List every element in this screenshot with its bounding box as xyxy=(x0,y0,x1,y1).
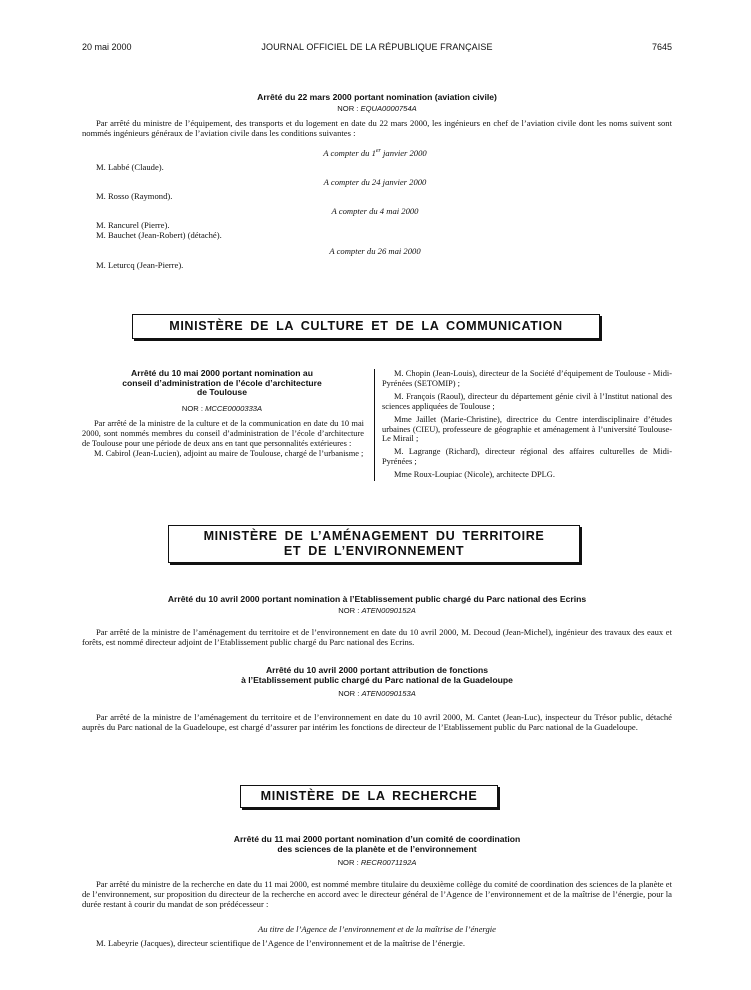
paragraph-comite xyxy=(82,879,672,909)
member-item: M. Lagrange (Richard), directeur régional des affaires culturelles de Midi-Pyrénées ; xyxy=(382,447,672,467)
ministry-title-line-1: MINISTÈRE DE L’AMÉNAGEMENT DU TERRITOIRE xyxy=(203,529,545,543)
member-item: M. Chopin (Jean-Louis), directeur de la Société d’équipement de Toulouse - Midi-Pyrénées (SETOMIP) ; xyxy=(382,369,672,388)
paragraph-text: Par arrêté du ministre de l’équipement, des transports et du logement en date du 22 mars 2000, les ingénieurs en chef de l’aviation civile dont les noms suivent sont nommés ingénieurs généraux de l’aviation civile dans les conditions suivantes : xyxy=(82,118,672,138)
header-page-number: 7645 xyxy=(651,42,672,52)
group-heading-4: A compter du 26 mai 2000 xyxy=(329,246,421,256)
member-item: Mme Jaillet (Marie-Christine), directrice du Centre interdisciplinaire d’études urbaines (CIEU), professeure de géographie et aménagement à l’université Toulouse-Le Mirail ; xyxy=(382,414,672,444)
paragraph-text: Par arrêté de la ministre de l’aménagement du territoire et de l’environnement en date du 10 avril 2000, M. Cantet (Jean-Luc), inspecteur du Trésor public, détaché auprès du Parc national de la Guadeloupe, est chargé d’assurer par intérim les fonctions de directeur de l’Etablissement public du Parc national de la Guadeloupe. xyxy=(82,712,672,732)
title-line-2: à l’Etablissement public chargé du Parc national de la Guadeloupe xyxy=(241,675,513,685)
right-column-text xyxy=(382,369,672,480)
member-item: M. Cabirol (Jean-Lucien), adjoint au maire de Toulouse, chargé de l’urbanisme ; xyxy=(94,448,364,458)
arrete-title-comite xyxy=(82,834,672,854)
header-date: 20 mai 2000 xyxy=(82,42,132,52)
ministry-title: MINISTÈRE DE LA RECHERCHE xyxy=(260,789,478,803)
arrete-title-architecture xyxy=(82,369,362,398)
paragraph-text: Par arrêté du ministre de la recherche en date du 11 mai 2000, est nommé membre titulaire du deuxième collège du comité de coordination des sciences de la planète et de l’environnement, sur proposition du directeur de la recherche en accord avec le directeur général de l’Agence de l’environnement et de la maîtrise de l’énergie, pour la durée restant à courir du mandat de son prédécesseur : xyxy=(82,879,672,909)
paragraph-intro: Par arrêté de la ministre de la culture et de la communication en date du 10 mai 2000, sont nommés membres du conseil d’administration de l’école d’architecture de Toulouse pour une période de deux ans en tant que personnalités extérieures : xyxy=(82,419,364,448)
nor-label: NOR : xyxy=(338,606,360,615)
comite-heading: Au titre de l’Agence de l’environnement et de la maîtrise de l’énergie xyxy=(258,924,496,934)
nor-code: ATEN0090152A xyxy=(361,606,416,615)
nor-line-ecrins xyxy=(82,606,672,615)
column-divider xyxy=(374,369,375,481)
member-item: Mme Roux-Loupiac (Nicole), architecte DPLG. xyxy=(394,470,555,480)
nor-line-architecture xyxy=(82,404,362,413)
group-heading-3: A compter du 4 mai 2000 xyxy=(331,206,419,216)
comite-nominee: M. Labeyrie (Jacques), directeur scientifique de l’Agence de l’environnement et de la maîtrise de l’énergie. xyxy=(96,938,465,948)
nor-line-aviation xyxy=(82,104,672,113)
title-line-3: de Toulouse xyxy=(197,387,247,398)
group-heading-2: A compter du 24 janvier 2000 xyxy=(323,177,427,187)
arrete-title-ecrins: Arrêté du 10 avril 2000 portant nomination à l’Etablissement public chargé du Parc national des Ecrins xyxy=(167,594,587,604)
member-item: M. François (Raoul), directeur du département génie civil à l’Institut national des sciences appliquées de Toulouse ; xyxy=(382,391,672,411)
nor-label: NOR : xyxy=(337,104,359,113)
ministry-culture-heading xyxy=(132,314,600,339)
title-line-1: Arrêté du 10 avril 2000 portant attribution de fonctions xyxy=(265,665,489,675)
nominee-4: M. Bauchet (Jean-Robert) (détaché). xyxy=(96,230,222,240)
header-title: JOURNAL OFFICIEL DE LA RÉPUBLIQUE FRANÇAISE xyxy=(261,42,493,52)
title-line-2: conseil d’administration de l’école d’architecture xyxy=(122,377,322,388)
nor-code: MCCE0000333A xyxy=(205,404,263,413)
nor-code: ATEN0090153A xyxy=(361,689,416,698)
left-column-text xyxy=(82,419,364,459)
nor-label: NOR : xyxy=(337,858,359,867)
nor-line-comite xyxy=(82,858,672,867)
title-line-1: Arrêté du 10 mai 2000 portant nomination au xyxy=(131,368,313,378)
paragraph-guadeloupe xyxy=(82,712,672,732)
paragraph-aviation-intro xyxy=(82,118,672,138)
arrete-title-aviation: Arrêté du 22 mars 2000 portant nomination (aviation civile) xyxy=(257,92,497,102)
nominee-5: M. Leturcq (Jean-Pierre). xyxy=(96,260,184,270)
nominee-3: M. Rancurel (Pierre). xyxy=(96,220,170,230)
ministry-title: MINISTÈRE DE LA CULTURE ET DE LA COMMUNICATION xyxy=(169,319,563,333)
ministry-title-line-2: ET DE L’ENVIRONNEMENT xyxy=(283,544,465,558)
ministry-environment-heading xyxy=(168,525,580,563)
title-line-1: Arrêté du 11 mai 2000 portant nomination d’un comité de coordination xyxy=(233,834,521,844)
arrete-title-guadeloupe xyxy=(82,665,672,685)
running-header xyxy=(82,42,672,54)
paragraph-text: Par arrêté de la ministre de l’aménagement du territoire et de l’environnement en date du 10 avril 2000, M. Decoud (Jean-Michel), ingénieur des travaux des eaux et forêts, est nommé directeur adjoint de l’Etablissement public chargé du Parc national des Ecrins. xyxy=(82,627,672,647)
nor-code: RECR0071192A xyxy=(360,858,417,867)
ministry-research-heading xyxy=(240,785,498,808)
nor-label: NOR : xyxy=(338,689,360,698)
paragraph-ecrins xyxy=(82,627,672,647)
nor-line-guadeloupe xyxy=(82,689,672,698)
nominee-1: M. Labbé (Claude). xyxy=(96,162,164,172)
nor-label: NOR : xyxy=(181,404,203,413)
group-heading-1: A compter du 1er janvier 2000 xyxy=(323,148,427,158)
title-line-2: des sciences de la planète et de l’environnement xyxy=(277,844,477,854)
nominee-2: M. Rosso (Raymond). xyxy=(96,191,173,201)
nor-code: EQUA0000754A xyxy=(360,104,417,113)
